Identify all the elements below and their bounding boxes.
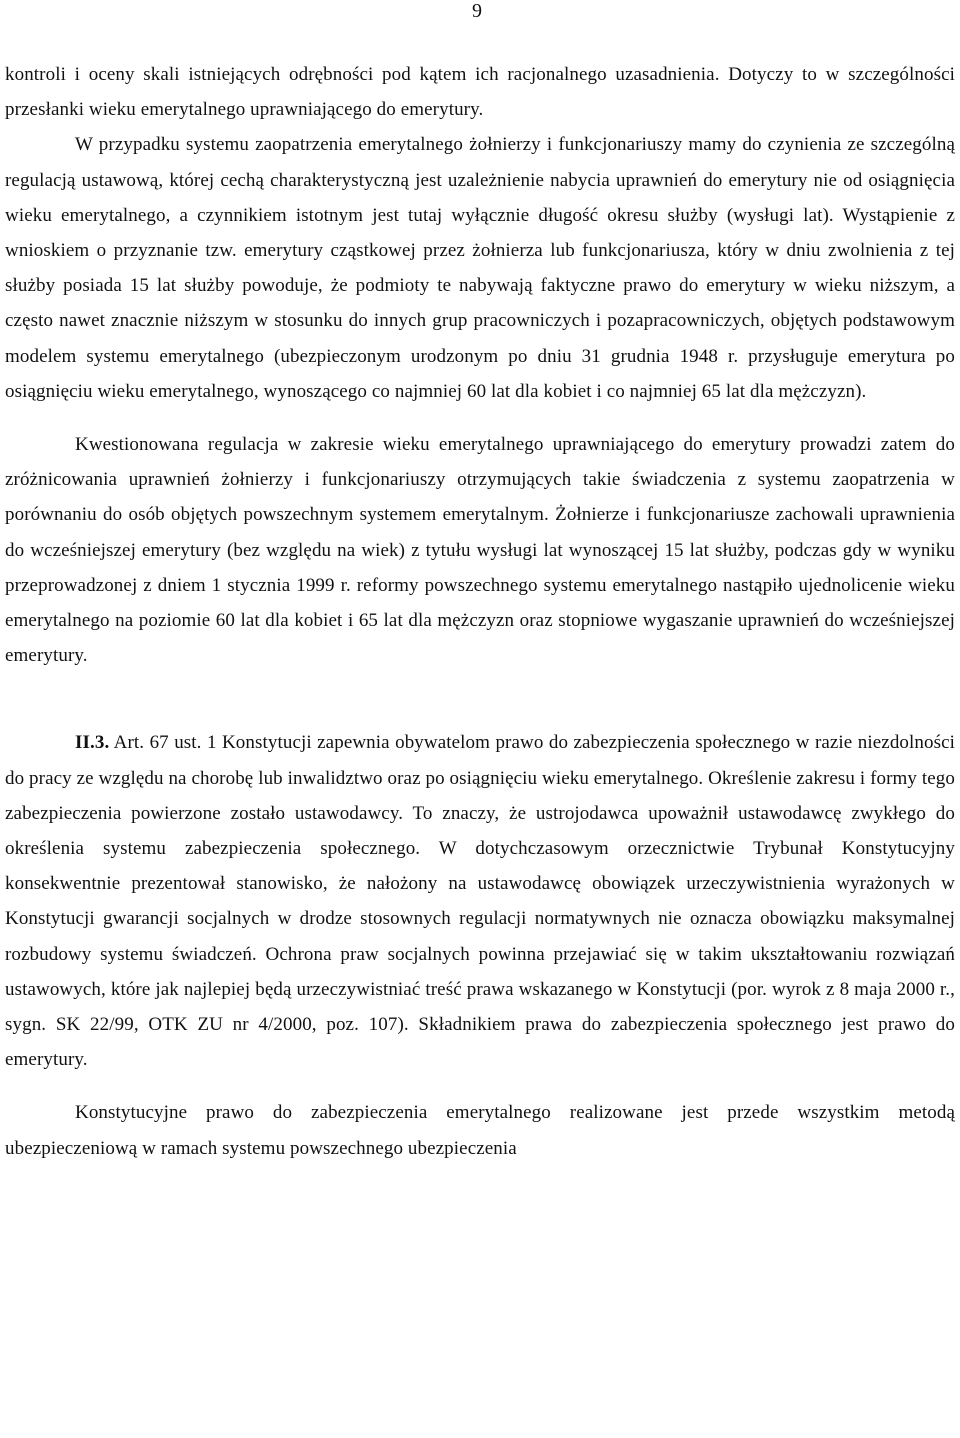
paragraph-retirement-age-regulation: Kwestionowana regulacja w zakresie wieku emerytalnego uprawniającego do emerytury prowadzi zatem do zróżnicowania uprawnień żołnierzy i funkcjonariuszy otrzymujących takie świadczenia z systemu zaopatrzenia w porównaniu do osób objętych powszechnym systemem emerytalnym. Żołnierze i funkcjonariusze zachowali uprawnienia do wcześniejszej emerytury (bez względu na wiek) z tytułu wysługi lat wynoszącej 15 lat służby, podczas gdy w wyniku przeprowadzonej z dniem 1 stycznia 1999 r. reformy powszechnego systemu emerytalnego nastąpiło ujednolicenie wieku emerytalnego na poziomie 60 lat dla kobiet i 65 lat dla mężczyzn oraz stopniowe wygaszanie uprawnień do wcześniejszej emerytury. (5, 434, 955, 667)
document-body (5, 57, 955, 1166)
section-text: Art. 67 ust. 1 Konstytucji zapewnia obywatelom prawo do zabezpieczenia społecznego w razie niezdolności do pracy ze względu na chorobę lub inwalidztwo oraz po osiągnięciu wieku emerytalnego. Określenie zakresu i formy tego zabezpieczenia powierzone zostało ustawodawcy. To znaczy, że ustrojodawca upoważnił ustawodawcę zwykłego do określenia systemu zabezpieczenia społecznego. W dotychczasowym orzecznictwie Trybunał Konstytucyjny konsekwentnie prezentował stanowisko, że nałożony na ustawodawcę obowiązek urzeczywistnienia wyrażonych w Konstytucji gwarancji socjalnych w drodze stosownych regulacji normatywnych nie oznacza obowiązku maksymalnej rozbudowy systemu świadczeń. Ochrona praw socjalnych powinna przejawiać się w takim ukształtowaniu rozwiązań ustawowych, które jak najlepiej będą urzeczywistniać treść prawa wskazanego w Konstytucji (por. wyrok z 8 maja 2000 r., sygn. SK 22/99, OTK ZU nr 4/2000, poz. 107). Składnikiem prawa do zabezpieczenia społecznego jest prawo do emerytury. (5, 732, 955, 1071)
paragraph-constitutional-right: Konstytucyjne prawo do zabezpieczenia emerytalnego realizowane jest przede wszystkim metodą ubezpieczeniową w ramach systemu powszechnego ubezpieczenia (5, 1102, 955, 1159)
page-number: 9 (472, 0, 482, 22)
paragraph-military-pension-system: W przypadku systemu zaopatrzenia emerytalnego żołnierzy i funkcjonariuszy mamy do czynienia ze szczególną regulacją ustawową, której cechą charakterystyczną jest uzależnienie nabycia uprawnień do emerytury nie od osiągnięcia wieku emerytalnego, a czynnikiem istotnym jest tutaj wyłącznie długość okresu służby (wysługi lat). Wystąpienie z wnioskiem o przyznanie tzw. emerytury cząstkowej przez żołnierza lub funkcjonariusza, który w dniu zwolnienia z tej służby posiada 15 lat służby powoduje, że podmioty te nabywają faktyczne prawo do emerytury w wieku niższym, a często nawet znacznie niższym w stosunku do innych grup pracowniczych i pozapracowniczych, objętych podstawowym modelem systemu emerytalnego (ubezpieczonym urodzonym po dniu 31 grudnia 1948 r. przysługuje emerytura po osiągnięciu wieku emerytalnego, wynoszącego co najmniej 60 lat dla kobiet i co najmniej 65 lat dla mężczyzn). (5, 134, 955, 402)
section-number: II.3. (75, 732, 110, 754)
paragraph-section-ii-3 (5, 725, 955, 1077)
paragraph-continuation: kontroli i oceny skali istniejących odrębności pod kątem ich racjonalnego uzasadnienia. Dotyczy to w szczególności przesłanki wieku emerytalnego uprawniającego do emerytury. (5, 64, 955, 121)
